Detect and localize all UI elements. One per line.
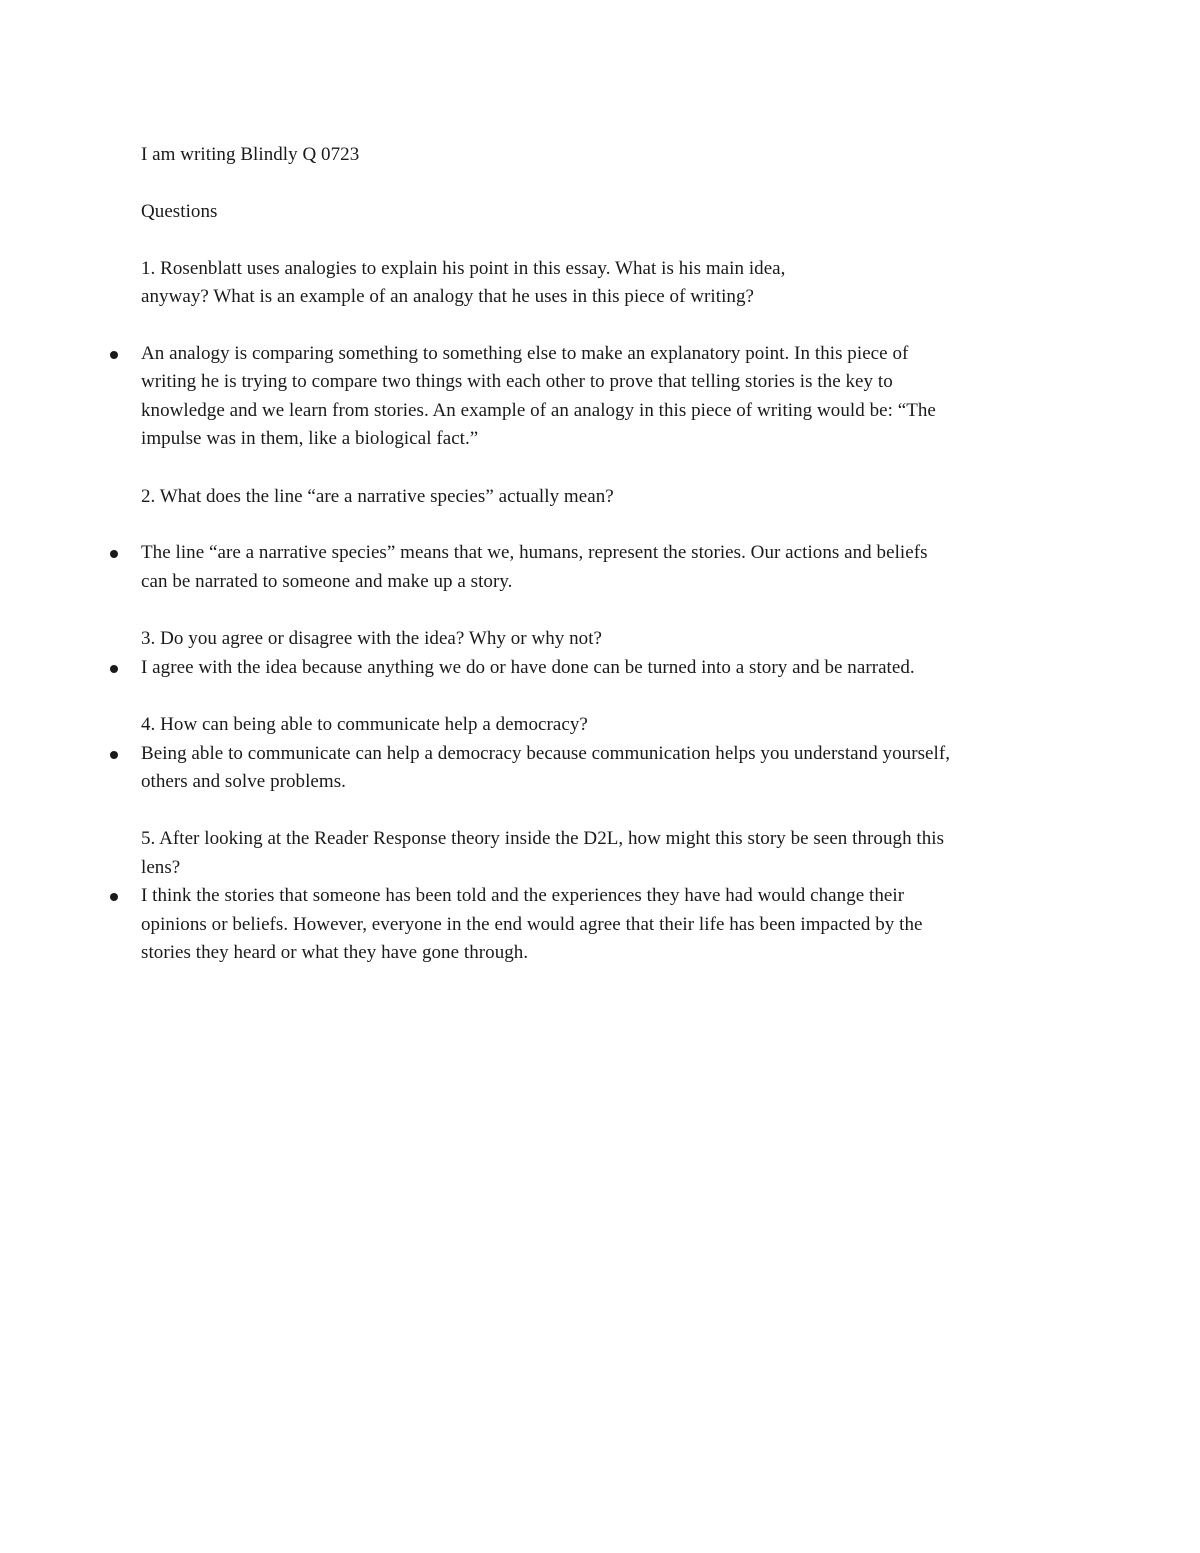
- question-1-line-2: anyway? What is an example of an analogy that he uses in this piece of writing?: [141, 286, 754, 307]
- document-title: I am writing Blindly Q 0723: [141, 144, 360, 165]
- answer-1-line-1: An analogy is comparing something to something else to make an explanatory point. In this piece of: [141, 343, 909, 364]
- answer-4-line-1: Being able to communicate can help a democracy because communication helps you understand yourself,: [141, 743, 951, 764]
- question-1-line-1: 1. Rosenblatt uses analogies to explain his point in this essay. What is his main idea,: [141, 258, 786, 279]
- answer-1-line-2: writing he is trying to compare two things with each other to prove that telling stories is the key to: [141, 371, 893, 392]
- answer-3-line-1: I agree with the idea because anything we do or have done can be turned into a story and be narrated.: [141, 657, 915, 678]
- answer-5-line-1: I think the stories that someone has been told and the experiences they have had would change their: [141, 885, 905, 906]
- question-2-line-1: 2. What does the line “are a narrative species” actually mean?: [141, 486, 614, 507]
- answer-2-line-2: can be narrated to someone and make up a story.: [141, 571, 513, 592]
- bullet-icon: [110, 351, 118, 359]
- answer-4-line-2: others and solve problems.: [141, 771, 346, 792]
- answer-1-line-3: knowledge and we learn from stories. An example of an analogy in this piece of writing would be: “The: [141, 400, 936, 421]
- question-5-line-2: lens?: [141, 857, 181, 878]
- answer-5-line-2: opinions or beliefs. However, everyone in the end would agree that their life has been impacted by the: [141, 914, 923, 935]
- section-heading: Questions: [141, 201, 218, 222]
- answer-5-line-3: stories they heard or what they have gone through.: [141, 942, 529, 963]
- answer-2-line-1: The line “are a narrative species” means that we, humans, represent the stories. Our actions and beliefs: [141, 542, 928, 563]
- bullet-icon: [110, 893, 118, 901]
- bullet-icon: [110, 751, 118, 759]
- answer-1-line-4: impulse was in them, like a biological fact.”: [141, 428, 479, 449]
- bullet-icon: [110, 550, 118, 558]
- bullet-icon: [110, 665, 118, 673]
- question-4-line-1: 4. How can being able to communicate help a democracy?: [141, 714, 588, 735]
- question-5-line-1: 5. After looking at the Reader Response theory inside the D2L, how might this story be seen through this: [141, 828, 945, 849]
- question-3-line-1: 3. Do you agree or disagree with the idea? Why or why not?: [141, 628, 603, 649]
